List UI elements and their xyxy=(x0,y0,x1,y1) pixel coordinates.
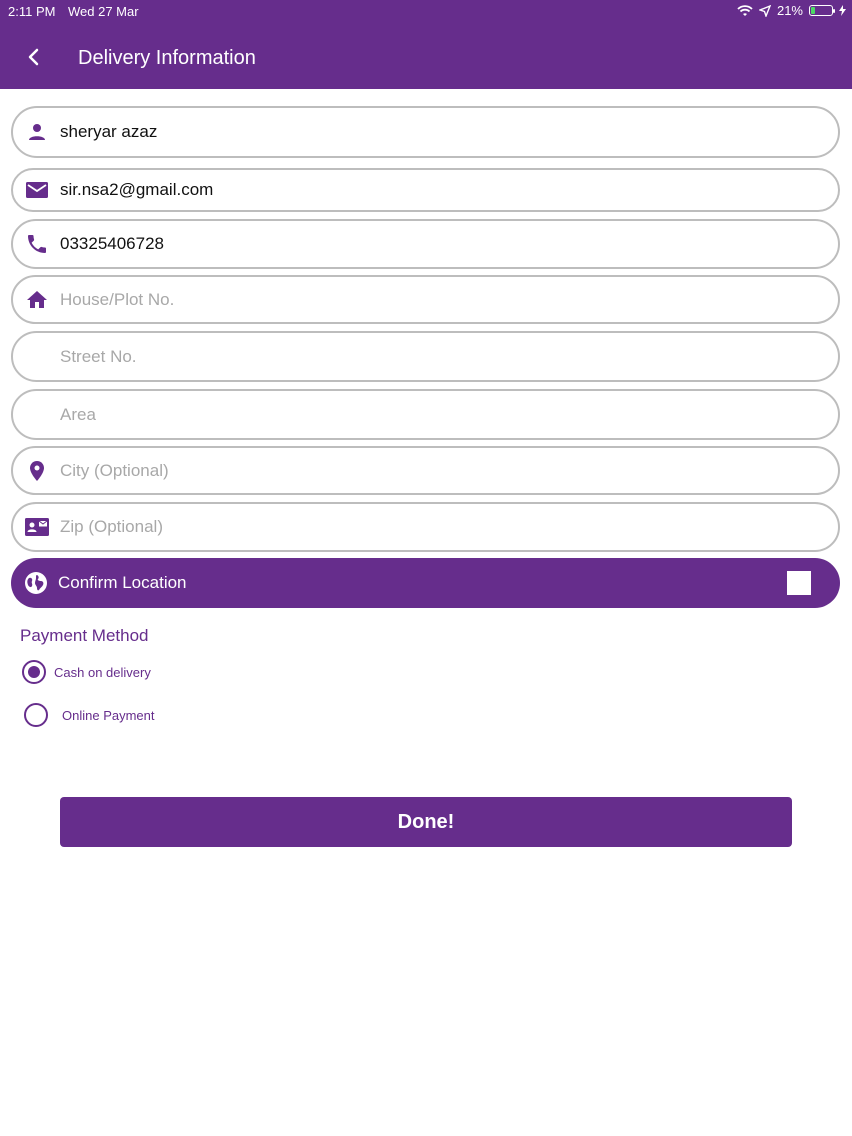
mail-icon xyxy=(25,178,49,202)
city-field[interactable] xyxy=(11,446,840,495)
status-date: Wed 27 Mar xyxy=(68,4,139,19)
area-field[interactable] xyxy=(11,389,840,440)
battery-fill xyxy=(811,7,815,14)
online-label: Online Payment xyxy=(62,707,155,723)
done-button[interactable]: Done! xyxy=(60,797,792,847)
online-radio[interactable] xyxy=(24,703,48,727)
battery-icon xyxy=(809,5,833,16)
person-icon xyxy=(25,120,49,144)
payment-option-cash[interactable] xyxy=(22,660,151,684)
confirm-location-label: Confirm Location xyxy=(58,573,187,592)
confirm-location-button[interactable] xyxy=(11,558,840,608)
street-field[interactable] xyxy=(11,331,840,382)
city-input[interactable] xyxy=(60,456,818,485)
phone-field[interactable] xyxy=(11,219,840,269)
phone-input[interactable] xyxy=(60,229,818,259)
phone-icon xyxy=(25,232,49,256)
home-icon xyxy=(25,288,49,312)
name-input[interactable] xyxy=(60,116,818,148)
confirm-location-checkbox[interactable] xyxy=(787,571,811,595)
email-field[interactable] xyxy=(11,168,840,212)
zip-field[interactable] xyxy=(11,502,840,552)
cash-radio[interactable] xyxy=(22,660,46,684)
status-bar xyxy=(0,0,852,24)
house-field[interactable] xyxy=(11,275,840,324)
status-time: 2:11 PM xyxy=(8,4,56,19)
location-arrow-icon xyxy=(759,5,771,17)
page-title: Delivery Information xyxy=(78,47,256,69)
back-button[interactable] xyxy=(20,42,48,72)
payment-method-heading: Payment Method xyxy=(20,626,149,645)
status-indicators xyxy=(737,3,846,18)
street-input[interactable] xyxy=(60,341,818,372)
wifi-icon xyxy=(737,5,753,17)
cash-label: Cash on delivery xyxy=(54,664,151,680)
email-input[interactable] xyxy=(60,174,818,206)
battery-percent: 21% xyxy=(776,3,803,18)
chevron-left-icon xyxy=(20,42,48,72)
house-input[interactable] xyxy=(60,285,818,314)
payment-option-online[interactable] xyxy=(24,703,155,727)
contact-card-icon xyxy=(25,515,49,539)
name-field[interactable] xyxy=(11,106,840,158)
charging-bolt-icon xyxy=(839,5,846,16)
navigation-bar xyxy=(0,24,852,89)
zip-input[interactable] xyxy=(60,512,818,542)
location-pin-icon xyxy=(25,459,49,483)
globe-icon xyxy=(24,571,48,595)
area-input[interactable] xyxy=(60,399,818,430)
